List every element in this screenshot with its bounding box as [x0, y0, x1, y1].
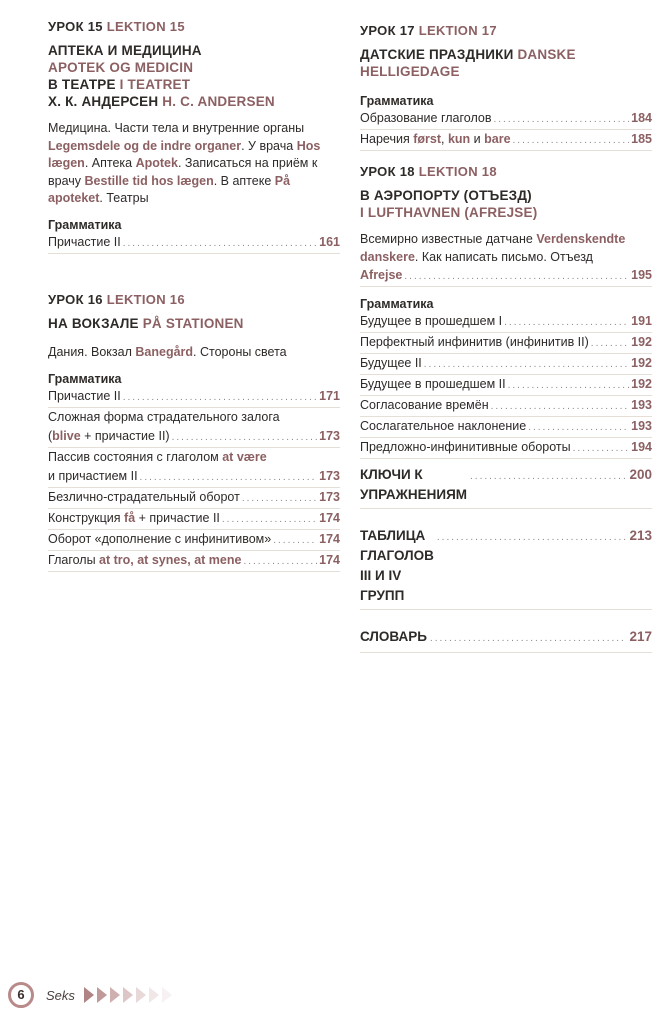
toc-entry-text: [48, 509, 220, 528]
toc-entry-text: Причастие II: [48, 234, 121, 249]
toc-entry-page: 193: [631, 398, 652, 412]
lesson-15-title-1: [48, 42, 340, 59]
lesson-16-title-ru: НА ВОКЗАЛЕ: [48, 316, 139, 331]
desc-text: Медицина. Части тела и внутренние органы: [48, 121, 305, 135]
toc-entry-text-part: Глаголы: [48, 552, 100, 567]
dot-leader: [424, 355, 629, 374]
toc-entry-text: Будущее II: [360, 356, 422, 370]
toc-entry-text: Сложная форма страдательного залога: [48, 409, 280, 424]
lesson-17-title-en: DANSKE HELLIGEDAGE: [360, 47, 576, 79]
desc-danish-term: Banegård: [135, 345, 194, 359]
toc-entry-page: 193: [631, 419, 652, 433]
toc-entry-text-part: и: [470, 132, 485, 146]
toc-entry-text: [48, 551, 241, 570]
desc-danish-term: På apoteket: [48, 173, 291, 205]
lesson-16-title-en: PÅ STATIONEN: [142, 316, 244, 331]
toc-entry-page: 184: [631, 111, 652, 125]
lesson-16-grammar-heading: Грамматика: [48, 371, 122, 386]
toc-entry-page: 161: [319, 234, 340, 249]
toc-entry[interactable]: [360, 438, 652, 459]
lesson-15-title-3: [48, 93, 340, 110]
toc-entry-page: 194: [631, 440, 652, 454]
toc-entry[interactable]: [360, 109, 652, 130]
toc-entry-text-part: Пассив состояния с глаголом: [48, 449, 223, 464]
dot-leader: [273, 531, 317, 550]
desc-danish-term: Legemsdele og de indre organer: [48, 138, 242, 153]
desc-text: . Стороны света: [193, 345, 287, 359]
lesson-15-title-ru-1: АПТЕКА И МЕДИЦИНА: [48, 43, 202, 58]
dot-leader: [491, 397, 630, 416]
dot-leader: [470, 467, 626, 487]
chevron-right-icon: [97, 987, 107, 1003]
desc-text: . У врача: [241, 138, 297, 153]
toc-entry-text: Сослагательное наклонение: [360, 419, 527, 433]
dot-leader: [172, 428, 318, 447]
chevron-right-icon: [123, 987, 133, 1003]
desc-text: . Как написать письмо. Отъезд: [414, 249, 593, 264]
desc-danish-term: Verdenskendte danskere: [360, 232, 626, 264]
lesson-17-heading: [360, 23, 652, 38]
dot-leader: [528, 418, 629, 437]
toc-entry[interactable]: [360, 417, 652, 438]
toc-entry-page: 213: [629, 528, 652, 543]
dot-leader: [242, 489, 317, 508]
toc-entry[interactable]: [48, 530, 340, 551]
toc-entry[interactable]: [360, 130, 652, 151]
toc-entry[interactable]: [360, 266, 652, 287]
lesson-18: [360, 164, 652, 459]
dot-leader: [222, 510, 317, 529]
desc-text: . Аптека: [84, 156, 136, 170]
toc-entry[interactable]: [360, 375, 652, 396]
toc-entry-text: Оборот «дополнение с инфинитивом»: [48, 531, 272, 546]
toc-entry[interactable]: [48, 427, 340, 448]
dot-leader: [430, 629, 627, 649]
toc-entry-text: и причастием II: [48, 468, 138, 483]
toc-entry-text: Причастие II: [48, 388, 121, 403]
toc-entry-text: ТАБЛИЦА ГЛАГОЛОВ III И IV ГРУПП: [360, 528, 434, 603]
lesson-18-heading-ru: УРОК 18: [360, 164, 415, 179]
chevron-right-icon: [136, 987, 146, 1003]
lesson-16-heading: [48, 292, 340, 307]
lesson-17: [360, 23, 652, 151]
desc-danish-term: Afrejse: [360, 268, 403, 282]
toc-entry-text-part: + причастие II): [80, 428, 170, 443]
toc-entry-text: Будущее в прошедшем II: [360, 377, 506, 391]
lesson-17-grammar-heading: Грамматика: [360, 94, 434, 108]
desc-danish-term: Bestille tid hos lægen: [84, 173, 214, 188]
toc-entry-page: 192: [631, 335, 652, 349]
page-number-word: Seks: [46, 988, 75, 1003]
toc-entry-text: СЛОВАРЬ: [360, 629, 427, 644]
desc-text: Всемирно известные датчане: [360, 232, 537, 246]
chevron-right-icon: [110, 987, 120, 1003]
lesson-18-heading: [360, 164, 652, 179]
toc-entry-text: [360, 130, 511, 149]
desc-text: . Театры: [99, 191, 149, 205]
toc-entry-danish-term: først: [413, 132, 441, 146]
toc-entry[interactable]: [48, 467, 340, 488]
toc-entry[interactable]: [48, 488, 340, 509]
dot-leader: [508, 376, 630, 395]
toc-entry-danish-term: at tro, at synes, at mene: [99, 552, 242, 567]
toc-entry-page: 173: [319, 489, 340, 504]
lesson-16: [48, 292, 340, 572]
toc-entry-danish-term: kun: [447, 132, 471, 146]
lesson-17-title-ru: ДАТСКИЕ ПРАЗДНИКИ: [360, 47, 514, 62]
toc-entry-text-part: Наречия: [360, 132, 414, 146]
dot-leader: [140, 468, 318, 487]
dot-leader: [504, 313, 629, 332]
lesson-15-heading-en: LEKTION 15: [106, 19, 185, 34]
lesson-18-title-2: [360, 204, 652, 221]
toc-entry-page: 195: [631, 268, 652, 282]
lesson-17-heading-ru: УРОК 17: [360, 23, 415, 38]
desc-danish-term: Hos lægen: [48, 138, 321, 170]
lesson-15-description: [48, 120, 340, 208]
dot-leader: [123, 388, 317, 407]
toc-entry-page: 191: [631, 314, 652, 328]
lesson-15-title-en-1: APOTEK OG MEDICIN: [48, 60, 194, 75]
dot-leader: [404, 267, 629, 286]
lesson-16-title: [48, 315, 340, 332]
toc-entry-page: 174: [319, 531, 340, 546]
dot-leader: [437, 528, 627, 548]
lesson-18-title-ru: В АЭРОПОРТУ (ОТЪЕЗД): [360, 188, 532, 203]
toc-entry[interactable]: [360, 312, 652, 333]
toc-entry-danish-term: bare: [484, 132, 511, 146]
appendix-entries: [360, 465, 652, 653]
toc-entry-text: [48, 427, 170, 446]
toc-entry[interactable]: [360, 354, 652, 375]
lesson-17-title: [360, 46, 652, 80]
desc-text: . Записаться на приём к врачу: [48, 156, 318, 188]
lesson-18-heading-en: LEKTION 18: [418, 164, 497, 179]
lesson-16-heading-ru: УРОК 16: [48, 292, 103, 307]
chevron-right-icon: [149, 987, 159, 1003]
toc-entry-danish-term: blive: [52, 428, 81, 443]
lesson-15-title-2: [48, 76, 340, 93]
lesson-15-heading-ru: УРОК 15: [48, 19, 103, 34]
toc-entry[interactable]: [48, 509, 340, 530]
desc-danish-term: Apotek: [135, 156, 178, 170]
toc-entry-danish-term: at være: [222, 449, 267, 464]
dot-leader: [513, 131, 630, 150]
toc-entry-text: Будущее в прошедшем I: [360, 314, 503, 328]
lesson-15: [48, 19, 340, 254]
toc-entry-page: 173: [319, 468, 340, 483]
toc-entry-text: Согласование времён: [360, 398, 489, 412]
dot-leader: [243, 552, 317, 571]
lesson-15-title-ru-3: Х. К. АНДЕРСЕН: [48, 94, 159, 109]
toc-entry-page: 217: [629, 629, 652, 644]
dot-leader: [123, 234, 317, 253]
lesson-18-grammar-heading: Грамматика: [360, 297, 434, 311]
toc-entry-text-part: (: [48, 428, 53, 443]
toc-entry-page: 174: [319, 552, 340, 567]
toc-entry-page: 192: [631, 377, 652, 391]
dot-leader: [591, 334, 629, 353]
toc-entry-text: Безлично-страдательный оборот: [48, 489, 240, 504]
toc-entry-page: 173: [319, 428, 340, 443]
page-footer: [0, 971, 665, 1031]
toc-entry-line[interactable]: [48, 448, 340, 467]
desc-text: . В аптеке: [213, 173, 275, 188]
lesson-15-grammar-heading: Грамматика: [48, 217, 122, 232]
toc-entry-text: Образование глаголов: [360, 111, 492, 125]
toc-entry-verbs-table[interactable]: [360, 526, 652, 610]
lesson-15-title-1-en: [48, 59, 340, 76]
toc-entry-text: [48, 448, 267, 467]
desc-text: Дания. Вокзал: [48, 345, 136, 359]
toc-entry-text-part: ,: [441, 132, 448, 146]
chevron-right-icon: [84, 987, 94, 1003]
toc-entry[interactable]: [360, 333, 652, 354]
toc-entry-page: 174: [319, 510, 340, 525]
toc-entry[interactable]: [360, 396, 652, 417]
lesson-18-title-en: I LUFTHAVNEN (AFREJSE): [360, 205, 538, 220]
toc-entry-text: [360, 266, 402, 285]
toc-entry-text-part: + причастие II: [135, 510, 220, 525]
dot-leader: [493, 110, 629, 129]
chevron-right-icon: [162, 987, 172, 1003]
toc-entry-page: 192: [631, 356, 652, 370]
toc-entry-page: 185: [631, 132, 652, 146]
toc-entry-danish-term: få: [124, 510, 136, 525]
toc-entry-text: КЛЮЧИ К УПРАЖНЕНИЯМ: [360, 467, 468, 502]
toc-entry[interactable]: [48, 387, 340, 408]
toc-entry-dictionary[interactable]: [360, 627, 652, 653]
footer-arrows-decoration: [84, 987, 175, 1003]
toc-entry-text-part: Конструкция: [48, 510, 125, 525]
lesson-15-heading: [48, 19, 340, 34]
page-number-badge: 6: [8, 982, 34, 1008]
toc-entry[interactable]: [48, 551, 340, 572]
lesson-17-heading-en: LEKTION 17: [418, 23, 497, 38]
lesson-15-title-en-2: I TEATRET: [119, 77, 191, 92]
lesson-16-description: [48, 344, 340, 362]
dot-leader: [573, 439, 630, 458]
lesson-18-description: [360, 231, 652, 266]
toc-entry-page: 171: [319, 388, 340, 403]
toc-entry-page: 200: [629, 467, 652, 482]
lesson-15-title-ru-2: В ТЕАТРЕ: [48, 77, 116, 92]
toc-entry-text: Перфектный инфинитив (инфинитив II): [360, 335, 589, 349]
toc-entry[interactable]: [48, 233, 340, 254]
toc-entry-text: Предложно-инфинитивные обороты: [360, 440, 571, 454]
lesson-15-title-en-3: H. C. ANDERSEN: [162, 94, 275, 109]
lesson-16-heading-en: LEKTION 16: [106, 292, 185, 307]
toc-entry-keys[interactable]: [360, 465, 652, 509]
lesson-18-title-1: [360, 187, 652, 204]
toc-entry-line[interactable]: [48, 408, 340, 427]
